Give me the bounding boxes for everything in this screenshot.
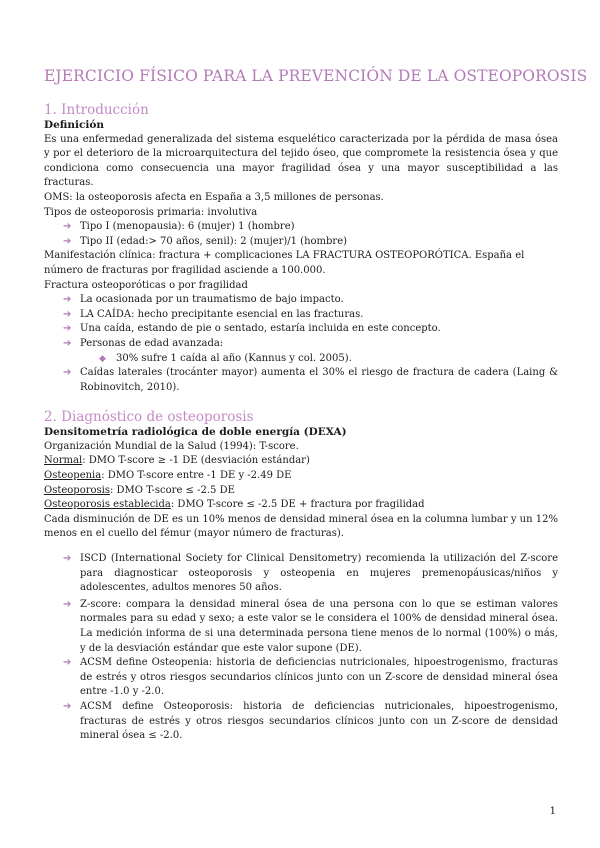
arrow-right-icon: ➔	[63, 367, 72, 379]
cada-paragraph: Cada disminución de DE es un 10% menos de densidad mineral ósea en la columna lumbar y un 12% menos en el cuello del fémur (mayor número de fracturas).	[44, 513, 558, 540]
osteopenia-label: Osteopenia	[44, 470, 102, 482]
arrow-right-icon: ➔	[63, 221, 72, 233]
section-heading-diagnostico: 2. Diagnóstico de osteoporosis	[44, 409, 254, 426]
arrow-right-icon: ➔	[63, 598, 72, 610]
list-item: ➔ Una caída, estando de pie o sentado, estaría incluida en este concepto.	[80, 322, 558, 337]
list-item: ➔ Tipo II (edad:> 70 años, senil): 2 (mujer)/1 (hombre)	[80, 235, 558, 250]
definition-paragraph: Es una enfermedad generalizada del sistema esquelético caracterizada por la pérdida de masa ósea y por el deterioro de la microarquitectura del tejido óseo, que compromete la resistencia ósea y que condiciona como consecuencia una mayor fragilidad ósea y una mayor susceptibilidad a las fracturas.	[44, 133, 558, 189]
diagnostico-list	[44, 552, 558, 744]
section-heading-introduccion: 1. Introducción	[44, 102, 149, 118]
arrow-right-icon: ➔	[63, 294, 72, 306]
list-item: ➔ Personas de edad avanzada: ◆ 30% sufre 1 caída al año (Kannus y col. 2005).	[80, 337, 558, 366]
tipos-paragraph: Tipos de osteoporosis primaria: involutiva	[44, 206, 258, 218]
list-item: ➔ ISCD (International Society for Clinical Densitometry) recomienda la utilización del Z-score para diagnosticar osteoporosis y osteopenia en mujeres premenopáusicas/niños y adolescentes, adultos menores 50 años.	[63, 553, 558, 594]
fractura-paragraph: Fractura osteoporóticas o por fragilidad	[44, 279, 248, 291]
list-item: ◆ 30% sufre 1 caída al año (Kannus y col. 2005).	[116, 352, 558, 367]
arrow-right-icon: ➔	[63, 235, 72, 247]
osteoporosis-label: Osteoporosis	[44, 484, 110, 496]
diamond-icon: ◆	[99, 353, 106, 364]
subheading-dexa: Densitometría radiológica de doble energía (DEXA)	[44, 426, 347, 439]
osteoporosis-line: Osteoporosis: DMO T-score ≤ -2.5 DE	[44, 484, 235, 496]
establecida-line: Osteoporosis establecida: DMO T-score ≤ -2.5 DE + fractura por fragilidad	[44, 499, 425, 511]
normal-label: Normal	[44, 455, 83, 467]
oms-paragraph: OMS: la osteoporosis afecta en España a 3,5 millones de personas.	[44, 191, 384, 203]
fractura-list	[44, 293, 558, 395]
tipos-list	[44, 220, 558, 249]
list-item: ➔ Tipo I (menopausia): 6 (mujer) 1 (hombre)	[80, 220, 558, 235]
list-item: ➔ Caídas laterales (trocánter mayor) aumenta el 30% el riesgo de fractura de cadera (Laing & Robinovitch, 2010).	[63, 367, 558, 393]
arrow-right-icon: ➔	[63, 657, 72, 669]
manifestacion-paragraph: Manifestación clínica: fractura + complicaciones LA FRACTURA OSTEOPORÓTICA. España el número de fracturas por fragilidad asciende a 100.000.	[44, 250, 525, 276]
sub-list	[80, 352, 558, 367]
oms-tscore-paragraph: Organización Mundial de la Salud (1994): T-score.	[44, 440, 299, 452]
list-item: ➔ Z-score: compara la densidad mineral ósea de una persona con lo que se estiman valores normales para su edad y sexo; a este valor se le considera el 100% de densidad mineral ósea. La medición informa de si una determinada persona tiene menos de lo normal (100%) o más, y de la desviación estándar que este valor supone (DE).	[63, 598, 558, 654]
list-item: ➔ LA CAÍDA: hecho precipitante esencial en las fracturas.	[80, 308, 558, 323]
list-item: ➔ ACSM define Osteoporosis: historia de deficiencias nutricionales, hipoestrogenismo, fracturas de estrés y otros riesgos secundarios clínicos junto con un Z-score de densidad mineral ósea ≤ -2.0.	[63, 700, 558, 742]
list-item: ➔ La ocasionada por un traumatismo de bajo impacto.	[80, 293, 558, 308]
arrow-right-icon: ➔	[63, 308, 72, 320]
subheading-definicion: Definición	[44, 119, 105, 131]
arrow-right-icon: ➔	[63, 700, 72, 712]
normal-line: Normal: DMO T-score ≥ -1 DE (desviación estándar)	[44, 455, 310, 467]
arrow-right-icon: ➔	[63, 323, 72, 335]
list-item: ➔ ACSM define Osteopenia: historia de deficiencias nutricionales, hipoestrogenismo, fracturas de estrés y otros riesgos secundarios clínicos junto con un Z-score de densidad mineral ósea entre -1.0 y -2.0.	[63, 657, 558, 698]
osteopenia-line: Osteopenia: DMO T-score entre -1 DE y -2.49 DE	[44, 470, 292, 482]
arrow-right-icon: ➔	[63, 337, 72, 349]
arrow-right-icon: ➔	[63, 553, 72, 565]
establecida-label: Osteoporosis establecida	[44, 499, 171, 511]
page-number: 1	[549, 806, 556, 817]
document-title: EJERCICIO FÍSICO PARA LA PREVENCIÓN DE LA OSTEOPOROSIS	[44, 67, 588, 85]
document-page	[44, 66, 588, 744]
